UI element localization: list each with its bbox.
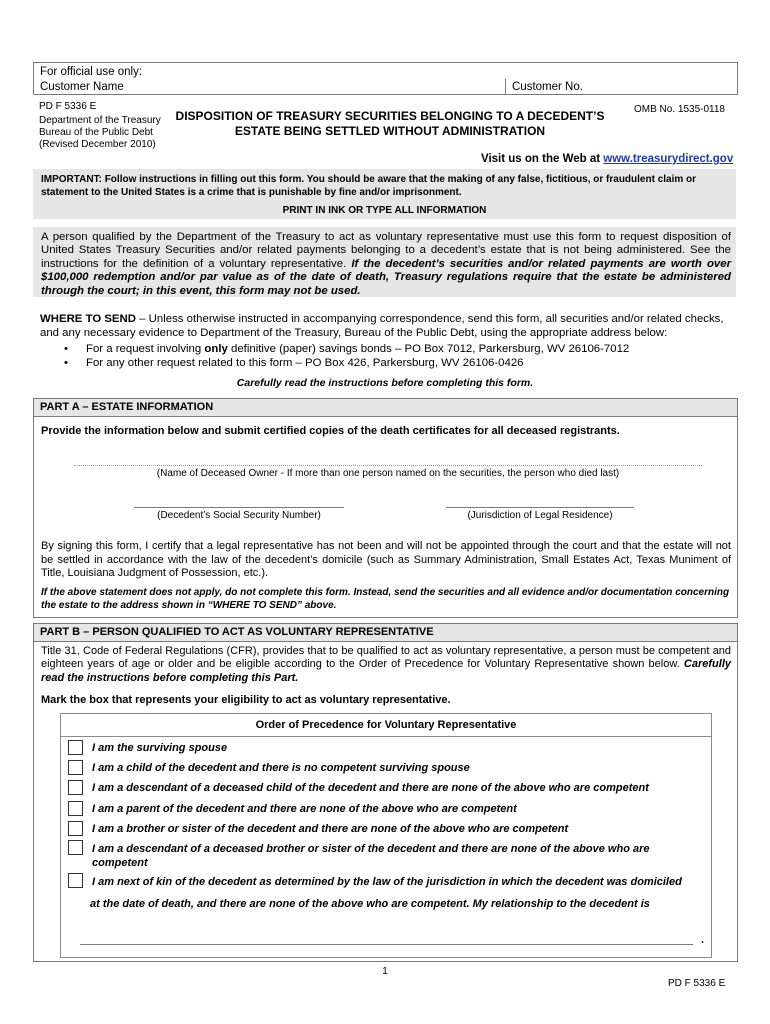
bullet-1-text: For a request involving only definitive (paper) savings bonds – PO Box 7012, Parkersburg, WV 26106-7012 [86,343,630,355]
form-title-line1: DISPOSITION OF TREASURY SECURITIES BELONGING TO A DECEDENT’S [175,109,605,123]
bullet-2-text: For any other request related to this form – PO Box 426, Parkersburg, WV 26106-0426 [86,357,524,369]
form-title [175,109,605,139]
option-descendant-of-child: I am a descendant of a deceased child of the decedent and there are none of the above who are competent [92,782,649,794]
checkbox-next-of-kin[interactable] [68,873,83,888]
option-descendant-of-sibling: I am a descendant of a deceased brother or sister of the decedent and there are none of the above who are [92,843,650,855]
intro-emphasis: If the decedent’s securities and/or related payments are worth over $100,000 redemption and/or par value as of the date of death, Treasury regulations require that the estate be administered through the court; in this event, this form may not be used. [41,257,732,297]
where-to-send [40,312,735,340]
checkbox-surviving-spouse[interactable] [68,740,83,755]
omb-number: OMB No. 1535-0118 [634,104,725,115]
customer-no-label: Customer No. [512,81,583,93]
intro-text: A person qualified by the Department of the Treasury to act as voluntary representative must use this form to request disposition of United States Treasury Securities and/or related payments belonging to a decedent’s estate that is not being administered. See the instructions for the definition of a voluntary representative. [41,231,731,270]
ssn-caption: (Decedent’s Social Security Number) [157,510,321,521]
checkbox-child[interactable] [68,760,83,775]
part-a-warning: If the above statement does not apply, do not complete this form. Instead, send the securities and all evidence and/or documentation concerning the estate to the address shown in “WHERE TO SEND” above. [41,587,730,611]
page-number: 1 [382,966,388,977]
part-b-heading: PART B – PERSON QUALIFIED TO ACT AS VOLUNTARY REPRESENTATIVE [40,626,434,638]
official-divider [505,79,506,94]
footer-form-id: PD F 5336 E [668,978,726,989]
intro-box [33,227,736,297]
checkbox-descendant-of-child[interactable] [68,780,83,795]
part-a-instruction: Provide the information below and submit certified copies of the death certificates for all deceased registrants. [41,425,620,437]
department: Department of the Treasury [39,115,161,126]
form-id: PD F 5336 E [39,101,97,112]
bullet-dot: • [64,343,68,355]
option-descendant-of-sibling-cont: competent [92,857,148,869]
customer-name-label: Customer Name [40,81,124,93]
relationship-field[interactable] [80,944,693,945]
part-a-header [34,399,737,417]
jurisdiction-field[interactable] [446,507,634,508]
certify-statement: By signing this form, I certify that a legal representative has not been and will not be appointed through the court and that the estate will not be settled in accordance with the law of the decedent’s domicile (such as Summary Administration, Small Estates Act, Texas Muniment of Title, Louisiana Judgment of Possession, etc.). [41,540,731,580]
intro-paragraph [41,231,731,298]
bullet-dot: • [64,357,68,369]
option-parent: I am a parent of the decedent and there are none of the above who are competent [92,803,517,815]
part-b-careful: Carefully read the instructions before completing this Part. [41,658,731,684]
important-text: IMPORTANT: Follow instructions in filling out this form. You should be aware that the making of any false, fictitious, or fraudulent claim or statement to the United States is a crime that is punishable by fine and/or imprisonment. [41,174,697,198]
order-of-precedence-title: Order of Precedence for Voluntary Representative [61,714,711,737]
ssn-field[interactable] [134,507,344,508]
part-b-header [34,624,737,642]
visit-web [481,153,733,165]
jurisdiction-caption: (Jurisdiction of Legal Residence) [467,510,613,521]
visit-text: Visit us on the Web at [481,153,601,165]
form-title-line2: ESTATE BEING SETTLED WITHOUT ADMINISTRATION [234,124,546,138]
part-a-heading: PART A – ESTATE INFORMATION [40,401,214,413]
option-sibling: I am a brother or sister of the decedent and there are none of the above who are competent [92,823,569,835]
checkbox-sibling[interactable] [68,821,83,836]
mark-box-instruction: Mark the box that represents your eligibility to act as voluntary representative. [41,694,451,706]
part-b-text [41,645,731,685]
option-next-of-kin: I am next of kin of the decedent as determined by the law of the jurisdiction in which the decedent was domiciled [92,876,682,888]
revised-date: (Revised December 2010) [39,139,156,150]
where-label: WHERE TO SEND [40,313,136,325]
treasurydirect-link[interactable]: www.treasurydirect.gov [603,153,734,165]
option-next-of-kin-cont: at the date of death, and there are none of the above who are competent. My relationship to the decedent is [90,898,650,910]
important-notice [33,169,736,219]
checkbox-parent[interactable] [68,801,83,816]
bureau: Bureau of the Public Debt [39,127,153,138]
print-instruction: PRINT IN INK OR TYPE ALL INFORMATION [282,205,487,216]
option-surviving-spouse: I am the surviving spouse [92,742,228,754]
part-a-section [33,398,738,618]
deceased-name-field[interactable] [74,465,702,466]
where-text: – Unless otherwise instructed in accompanying correspondence, send this form, all securities and/or related checks, and any necessary evidence to Department of the Treasury, Bureau of the Public Debt, using the appropriate address below: [40,313,724,339]
official-use-box [33,62,738,95]
cfr-text: Title 31, Code of Federal Regulations (CFR), provides that to be qualified to act as voluntary representative, a person must be competent and eighteen years of age or older and be eligible according to the Order of Precedence for Voluntary Representative shown below. [41,645,731,671]
careful-read-note: Carefully read the instructions before completing this form. [236,377,534,389]
option-child: I am a child of the decedent and there is no competent surviving spouse [92,762,470,774]
official-use-label: For official use only: [40,66,143,78]
relationship-period: . [701,934,705,946]
checkbox-descendant-of-sibling[interactable] [68,840,83,855]
deceased-name-caption: (Name of Deceased Owner - If more than one person named on the securities, the person who died last) [156,468,620,479]
